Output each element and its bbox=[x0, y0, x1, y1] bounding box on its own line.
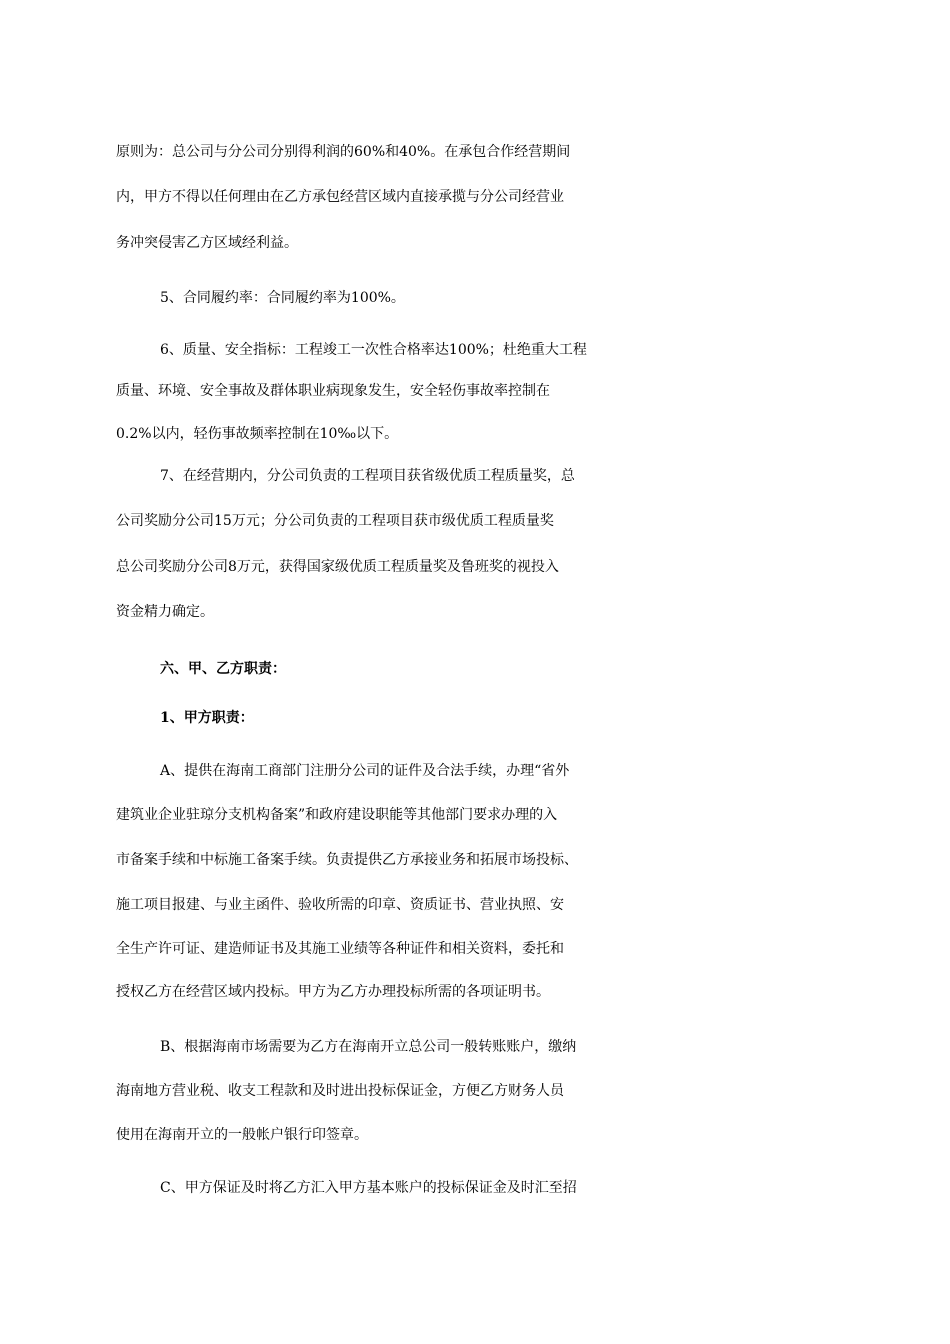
paragraph-line: 0.2%以内，轻伤事故频率控制在10‰以下。 bbox=[116, 426, 399, 442]
paragraph-line: C、甲方保证及时将乙方汇入甲方基本账户的投标保证金及时汇至招 bbox=[160, 1180, 577, 1196]
paragraph-line: 6、质量、安全指标：工程竣工一次性合格率达100%；杜绝重大工程 bbox=[160, 342, 587, 358]
paragraph-line: 市备案手续和中标施工备案手续。负责提供乙方承接业务和拓展市场投标、 bbox=[116, 852, 578, 868]
paragraph-line: 建筑业企业驻琼分支机构备案”和政府建设职能等其他部门要求办理的入 bbox=[116, 807, 558, 823]
paragraph-line: 全生产许可证、建造师证书及其施工业绩等各种证件和相关资料，委托和 bbox=[116, 941, 564, 957]
paragraph-line: 质量、环境、安全事故及群体职业病现象发生，安全轻伤事故率控制在 bbox=[116, 383, 550, 399]
paragraph-line: 施工项目报建、与业主函件、验收所需的印章、资质证书、营业执照、安 bbox=[116, 897, 564, 913]
paragraph-line: 使用在海南开立的一般帐户银行印签章。 bbox=[116, 1127, 368, 1143]
subsection-heading: 1、甲方职责： bbox=[160, 710, 254, 726]
paragraph-line: 原则为：总公司与分公司分别得利润的60%和40%。在承包合作经营期间 bbox=[116, 144, 571, 160]
paragraph-line: 5、合同履约率：合同履约率为100%。 bbox=[160, 290, 405, 306]
paragraph-line: 7、在经营期内，分公司负责的工程项目获省级优质工程质量奖，总 bbox=[160, 468, 575, 484]
paragraph-line: B、根据海南市场需要为乙方在海南开立总公司一般转账账户，缴纳 bbox=[160, 1039, 577, 1055]
paragraph-line: 公司奖励分公司15万元；分公司负责的工程项目获市级优质工程质量奖 bbox=[116, 513, 554, 529]
paragraph-line: 资金精力确定。 bbox=[116, 604, 214, 620]
paragraph-line: A、提供在海南工商部门注册分公司的证件及合法手续，办理“省外 bbox=[160, 763, 570, 779]
paragraph-line: 内，甲方不得以任何理由在乙方承包经营区域内直接承揽与分公司经营业 bbox=[116, 189, 564, 205]
paragraph-line: 海南地方营业税、收支工程款和及时进出投标保证金，方便乙方财务人员 bbox=[116, 1083, 564, 1099]
paragraph-line: 授权乙方在经营区域内投标。甲方为乙方办理投标所需的各项证明书。 bbox=[116, 984, 550, 1000]
section-heading: 六、甲、乙方职责： bbox=[160, 661, 286, 677]
paragraph-line: 务冲突侵害乙方区域经利益。 bbox=[116, 235, 298, 251]
paragraph-line: 总公司奖励分公司8万元，获得国家级优质工程质量奖及鲁班奖的视投入 bbox=[116, 559, 559, 575]
